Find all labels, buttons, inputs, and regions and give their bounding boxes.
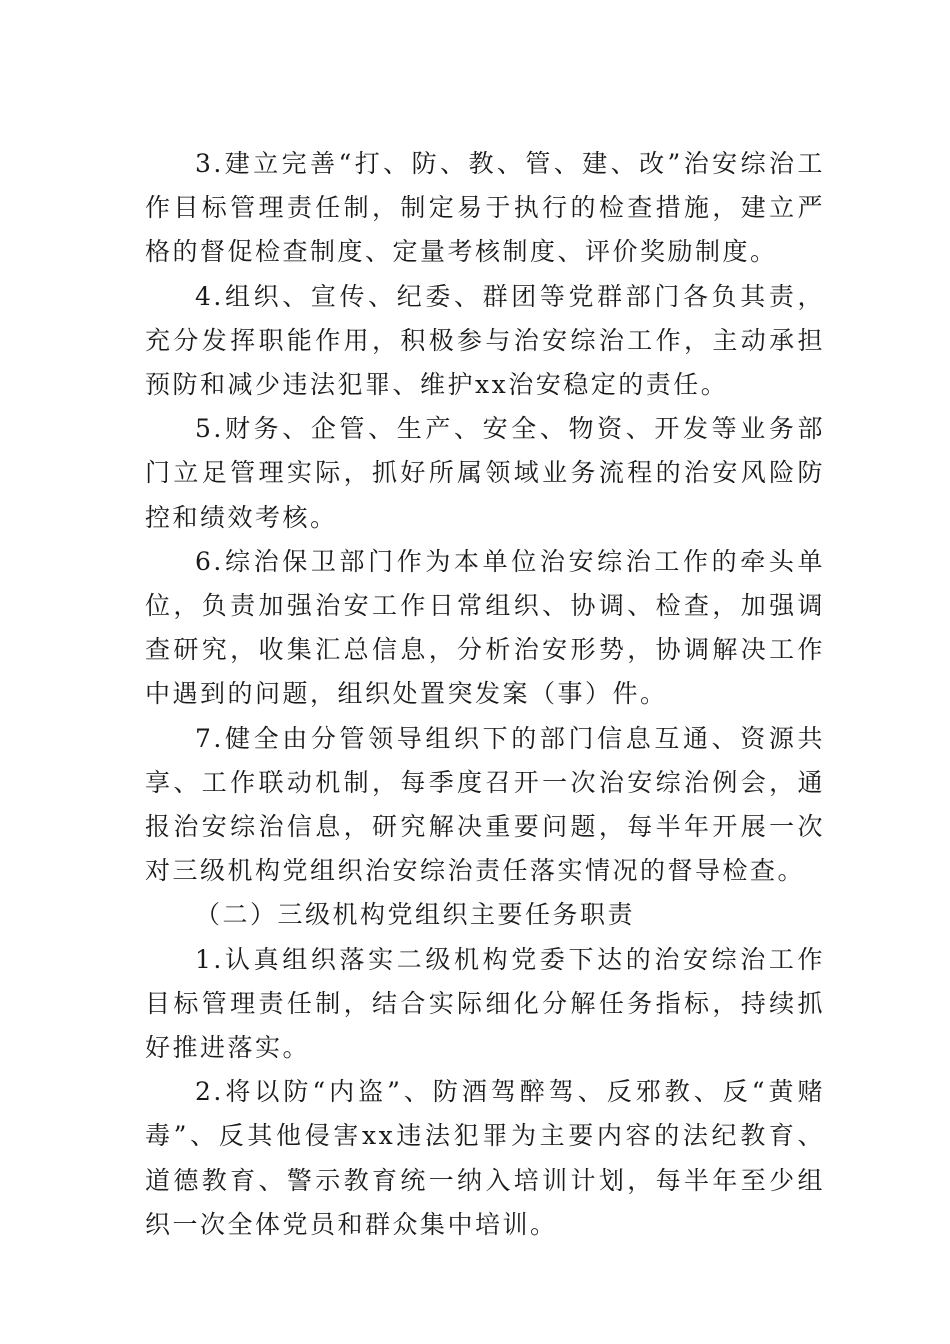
document-body — [145, 142, 825, 1247]
paragraph-item-5: 5.财务、企管、生产、安全、物资、开发等业务部门立足管理实际，抓好所属领域业务流程的治安风险防控和绩效考核。 — [145, 414, 825, 532]
paragraph-section2-item-2: 2.将以防“内盗”、防酒驾醉驾、反邪教、反“黄赌毒”、反其他侵害xx违法犯罪为主要内容的法纪教育、道德教育、警示教育统一纳入培训计划，每半年至少组织一次全体党员和群众集中培训。 — [145, 1077, 825, 1239]
paragraph-item-3: 3.建立完善“打、防、教、管、建、改”治安综治工作目标管理责任制，制定易于执行的检查措施，建立严格的督促检查制度、定量考核制度、评价奖励制度。 — [145, 149, 825, 267]
paragraph-item-7: 7.健全由分管领导组织下的部门信息互通、资源共享、工作联动机制，每季度召开一次治安综治例会，通报治安综治信息，研究解决重要问题，每半年开展一次对三级机构党组织治安综治责任落实情况的督导检查。 — [145, 723, 825, 886]
paragraph-item-4: 4.组织、宣传、纪委、群团等党群部门各负其责，充分发挥职能作用，积极参与治安综治工作，主动承担预防和减少违法犯罪、维护xx治安稳定的责任。 — [145, 281, 825, 400]
paragraph-item-6: 6.综治保卫部门作为本单位治安综治工作的牵头单位，负责加强治安工作日常组织、协调、检查，加强调查研究，收集汇总信息，分析治安形势，协调解决工作中遇到的问题，组织处置突发案（事）件。 — [145, 546, 825, 709]
paragraph-section2-item-1: 1.认真组织落实二级机构党委下达的治安综治工作目标管理责任制，结合实际细化分解任务指标，持续抓好推进落实。 — [145, 944, 825, 1063]
section-heading: （二）三级机构党组织主要任务职责 — [195, 900, 636, 930]
